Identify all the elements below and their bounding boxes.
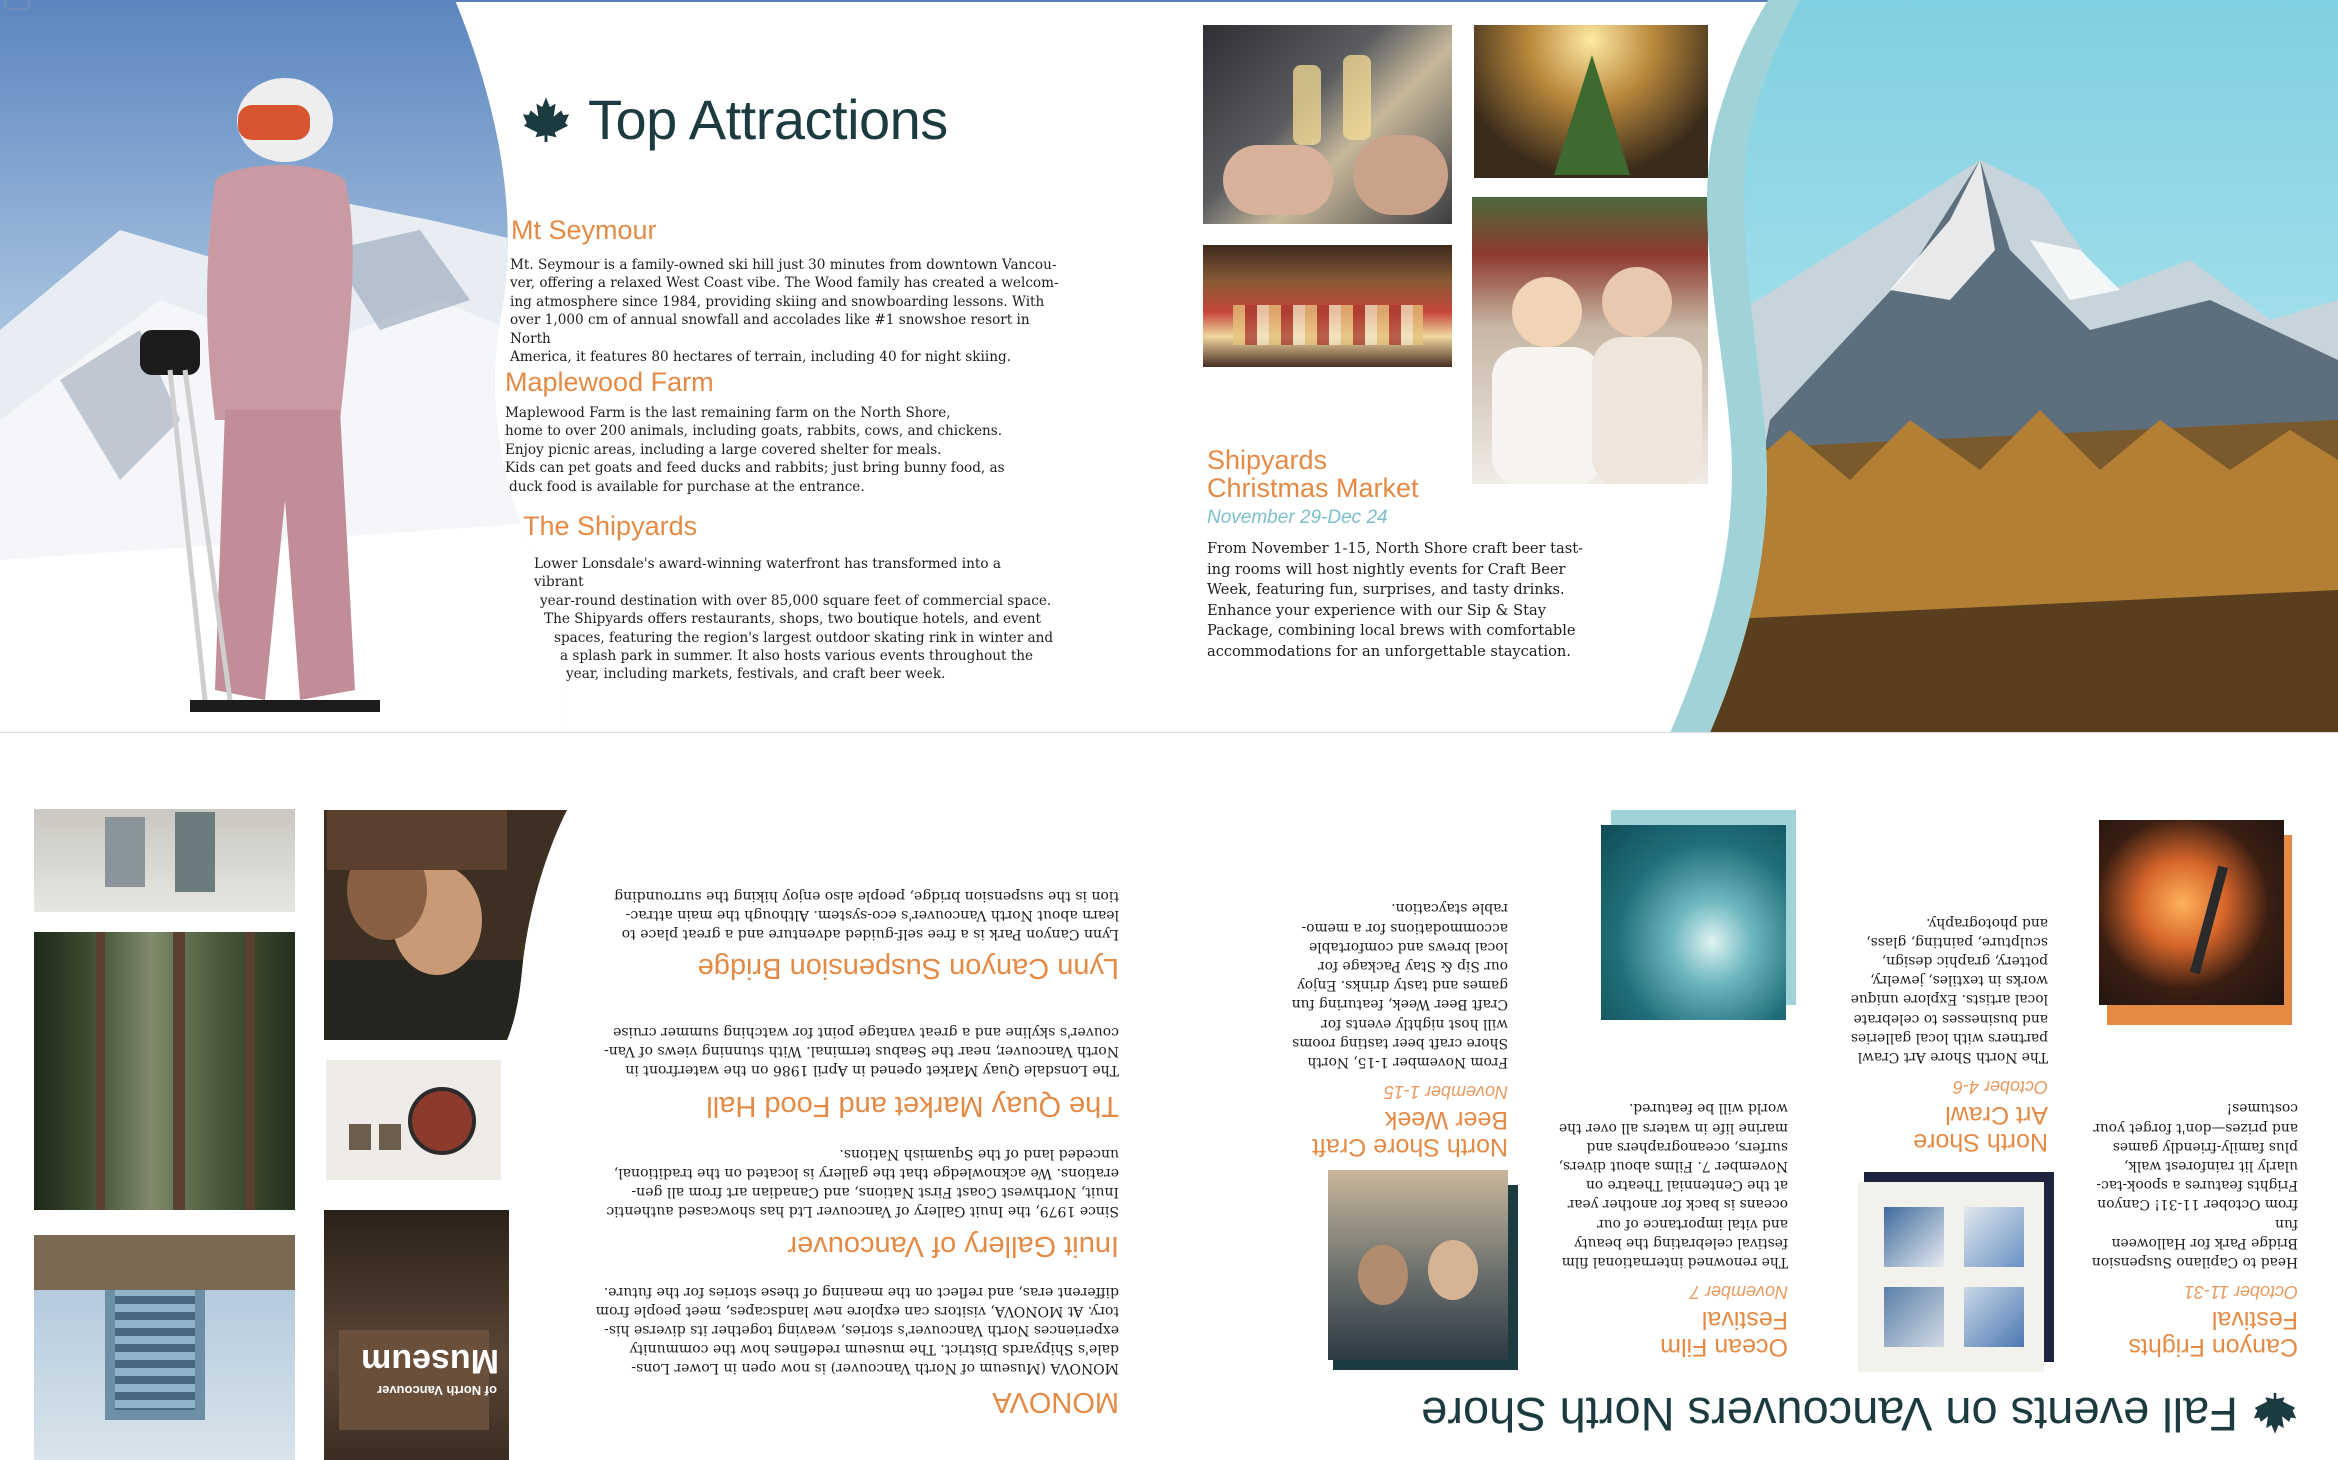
- body-line: accommodations for a memo-: [1301, 919, 1508, 936]
- page-title: Top Attractions: [588, 87, 948, 151]
- section-title-inuit-gallery: Inuit Gallery of Vancouver: [787, 1230, 1119, 1262]
- body-line: our Sip & Stay Package for: [1318, 957, 1508, 974]
- body-line: works in textiles, jewelry,: [1870, 972, 2048, 989]
- event-body: [2088, 1098, 2298, 1271]
- event-canyon-frights: [2088, 780, 2298, 1360]
- body-line: accommodations for an unforgettable staycation.: [1207, 642, 1571, 660]
- bottom-left-text-column: [559, 766, 1119, 1460]
- ocean-waves-photo: [1601, 825, 1786, 1020]
- body-line: ing rooms will host nightly events for Craft Beer: [1207, 560, 1566, 578]
- body-line: at the Centennial Theatre on: [1585, 1177, 1788, 1194]
- body-line: plus family-friendly games: [2112, 1138, 2298, 1155]
- body-line: and prizes—don't forget your: [2093, 1119, 2298, 1136]
- event-dates: October 4-6: [1952, 1077, 2048, 1097]
- event-dates: November 7: [1689, 1282, 1788, 1302]
- maple-leaf-icon: [520, 95, 572, 143]
- event-title: Ocean Film: [1660, 1333, 1788, 1361]
- market-stall-photo: [1203, 245, 1452, 367]
- body-line: year, including markets, festivals, and craft beer week.: [566, 666, 946, 683]
- attraction-body-mt-seymour: [510, 256, 1070, 366]
- section-body-quay-market: [559, 1022, 1119, 1079]
- body-line: from October 11-31! Canyon: [2097, 1196, 2298, 1213]
- top-attractions-heading: [520, 84, 948, 154]
- body-line: Kids can pet goats and feed ducks and rabbits; just bring bunny food, as: [505, 460, 1005, 477]
- attraction-title-mt-seymour: Mt Seymour: [511, 215, 657, 245]
- body-line: From November 1-15, North: [1307, 1054, 1508, 1070]
- body-line: MONOVA (Museum of North Vancouver) is now open in Lower Lons-: [631, 1360, 1119, 1376]
- event-art-crawl: [1838, 780, 2048, 1360]
- champagne-toast-photo: [1203, 25, 1452, 224]
- body-line: ing atmosphere since 1984, providing skiing and snowboarding lessons. With: [510, 293, 1045, 310]
- body-line: year-round destination with over 85,000 square feet of commercial space.: [540, 592, 1052, 609]
- body-line: Craft Beer Week, featuring fun: [1291, 996, 1508, 1013]
- body-line: oceans is back for another year: [1567, 1196, 1788, 1213]
- body-line: From November 1-15, North Shore craft beer tast-: [1207, 540, 1584, 557]
- museum-sign-line2: of North Vancouver: [377, 1383, 497, 1398]
- event-title: Art Crawl: [1945, 1101, 2048, 1129]
- body-line: home to over 200 animals, including goats, rabbits, cows, and chickens.: [505, 423, 1003, 440]
- event-ocean-film: [1548, 780, 1788, 1360]
- body-line: festival celebrating the beauty: [1574, 1234, 1788, 1251]
- body-line: North Vancouver, near the Seabus terminal. With stunning views of Van-: [603, 1043, 1119, 1059]
- attraction-body-shipyards: [534, 555, 1054, 684]
- section-body-lynn-canyon: [559, 886, 1119, 943]
- event-title: North Shore Craft: [1312, 1133, 1508, 1161]
- body-line: duck food is available for purchase at the entrance.: [509, 478, 865, 495]
- body-line: Shore craft beer tasting rooms: [1292, 1034, 1508, 1051]
- body-line: Bridge Park for Halloween fun: [2111, 1215, 2298, 1251]
- body-line: a splash park in summer. It also hosts various events throughout the: [560, 648, 1034, 665]
- bottom-left-page: [0, 766, 1169, 1460]
- body-line: America, it features 80 hectares of terrain, including 40 for night skiing.: [510, 349, 1011, 366]
- body-line: The North Shore Art Crawl: [1857, 1049, 2048, 1065]
- event-title: Beer Week: [1384, 1106, 1508, 1134]
- body-line: and photography.: [1926, 914, 2048, 931]
- body-line: will host nightly events for: [1321, 1015, 1508, 1032]
- craft-beer-text: [1288, 898, 1508, 1160]
- section-title-monova: MONOVA: [992, 1386, 1119, 1418]
- mountain-forest-photo: [1650, 0, 2338, 733]
- event-title: Festival: [1701, 1306, 1788, 1334]
- body-line: world will be featured.: [1628, 1100, 1788, 1117]
- body-line: The Lonsdale Quay Market opened in April 1986 on the waterfront in: [625, 1062, 1119, 1078]
- event-title: Canyon Frights: [2128, 1333, 2298, 1361]
- body-line: local brews and comfortable: [1309, 938, 1508, 955]
- body-line: Inuit, Northwest Coast First Nations, and Canadian art from all gen-: [631, 1184, 1119, 1200]
- market-title-line2: Christmas Market: [1207, 473, 1419, 503]
- body-line: experiences North Vancouver's stories, weaving together its diverse his-: [604, 1322, 1119, 1338]
- art-crawl-text: [1838, 912, 2048, 1155]
- inuit-gallery-photo: [326, 1060, 501, 1180]
- body-line: and vital importance of our: [1597, 1215, 1788, 1232]
- body-line: Enhance your experience with our Sip & Stay: [1207, 601, 1546, 619]
- body-line: different eras, and reflect on the meaning of these stories for the future.: [603, 1284, 1119, 1300]
- fall-events-heading: [1421, 1387, 2298, 1442]
- body-line: erations. We acknowledge that the gallery is located on the traditional,: [613, 1165, 1119, 1181]
- event-body: [1548, 1098, 1788, 1271]
- body-line: November 7. Films about divers,: [1558, 1157, 1788, 1174]
- body-line: ularly lit rainforest walk,: [2124, 1157, 2298, 1174]
- body-line: unceded land of the Squamish Nations.: [839, 1146, 1119, 1162]
- forest-trees-photo: [34, 932, 295, 1210]
- camera-icon: [4, 0, 30, 10]
- shipyards-building-photo: [34, 1235, 295, 1460]
- event-dates: November 1-15: [1383, 1082, 1508, 1102]
- body-line: marine life in waters all over the: [1558, 1119, 1788, 1136]
- market-body: [1207, 539, 1587, 663]
- body-line: Package, combining local brews with comfortable: [1207, 622, 1576, 640]
- bottom-border-top-spread: [0, 732, 2338, 733]
- event-dates: October 11-31: [2184, 1282, 2298, 1302]
- market-dates: November 29-Dec 24: [1207, 507, 1388, 528]
- body-line: tion is the suspension bridge, people also enjoy hiking the surrounding: [614, 888, 1119, 904]
- section-body-monova: [559, 1282, 1119, 1377]
- attraction-title-maplewood-farm: Maplewood Farm: [505, 367, 714, 397]
- maple-leaf-icon: [2252, 1393, 2298, 1437]
- body-line: rable staycation.: [1391, 900, 1508, 917]
- body-line: ver, offering a relaxed West Coast vibe. The Wood family has created a welcom-: [510, 275, 1059, 292]
- suspension-bridge-people-photo: [34, 809, 295, 912]
- body-line: and businesses to celebrate: [1853, 1010, 2048, 1027]
- body-line: Frights features a spook-tac-: [2096, 1177, 2298, 1194]
- body-line: pottery, graphic design,: [1881, 952, 2048, 969]
- art-gallery-photo: [1858, 1182, 2044, 1372]
- body-line: Mt. Seymour is a family-owned ski hill just 30 minutes from downtown Vancou-: [510, 257, 1057, 273]
- body-line: games and tasty drinks. Enjoy: [1297, 977, 1508, 994]
- museum-sign-photo: [324, 1210, 509, 1460]
- body-line: spaces, featuring the region's largest outdoor skating rink in winter and: [554, 629, 1054, 646]
- body-line: learn about North Vancouver's eco-system. Although the main attrac-: [625, 907, 1119, 923]
- body-line: sculpture, painting, glass,: [1866, 933, 2048, 950]
- body-line: Enjoy picnic areas, including a large covered shelter for meals.: [505, 441, 942, 458]
- body-line: The Shipyards offers restaurants, shops, two boutique hotels, and event: [544, 611, 1041, 628]
- fall-events-title: Fall events on Vancouvers North Shore: [1421, 1388, 2238, 1441]
- attraction-title-shipyards: The Shipyards: [523, 511, 698, 541]
- body-line: The renowned international film: [1561, 1254, 1788, 1270]
- event-body: [1288, 898, 1508, 1071]
- body-line: Lower Lonsdale's award-winning waterfront has transformed into a vibrant: [534, 556, 1001, 591]
- body-line: Week, featuring fun, surprises, and tasty drinks.: [1207, 581, 1565, 599]
- event-title: North Shore: [1913, 1128, 2048, 1156]
- quay-market-couple-photo: [324, 810, 567, 1040]
- body-line: over 1,000 cm of annual snowfall and accolades like #1 snowshoe resort in North: [510, 312, 1030, 347]
- section-body-inuit-gallery: [559, 1144, 1119, 1220]
- event-body: [1838, 912, 2048, 1066]
- body-line: couver's skyline and a great vantage point for watching summer cruise: [613, 1024, 1119, 1040]
- pumpkin-knife-photo: [2099, 820, 2284, 1005]
- body-line: costumes!: [2226, 1100, 2298, 1117]
- body-line: Since 1979, the Inuit Gallery of Vancouver Ltd has showcased authentic: [606, 1203, 1119, 1219]
- section-title-lynn-canyon: Lynn Canyon Suspension Bridge: [697, 952, 1119, 984]
- skier-photo: [0, 0, 580, 733]
- museum-sign-line1: Museum: [361, 1342, 499, 1380]
- event-title: Festival: [2211, 1306, 2298, 1334]
- attraction-body-maplewood-farm: [505, 404, 1005, 496]
- bottom-right-page: [1169, 766, 2338, 1460]
- body-line: Lynn Canyon Park is a free self-guided adventure and a great place to: [621, 926, 1119, 942]
- market-title-line1: Shipyards: [1207, 445, 1328, 475]
- body-line: tory. At MONOVA, visitors can explore new landscapes, meet people from: [595, 1303, 1119, 1319]
- section-title-quay-market: The Quay Market and Food Hall: [706, 1090, 1119, 1122]
- body-line: dale's Shipyards District. The museum redefines how the community: [629, 1341, 1119, 1357]
- body-line: surfers, oceanographers and: [1586, 1138, 1788, 1155]
- body-line: partners with local galleries: [1850, 1029, 2048, 1046]
- craft-beer-friends-photo: [1328, 1170, 1508, 1360]
- body-line: local artists. Explore unique: [1850, 991, 2048, 1008]
- body-line: Maplewood Farm is the last remaining farm on the North Shore,: [505, 405, 951, 421]
- event-craft-beer: [1288, 780, 1508, 1360]
- body-line: Head to Capilano Suspension: [2091, 1254, 2298, 1270]
